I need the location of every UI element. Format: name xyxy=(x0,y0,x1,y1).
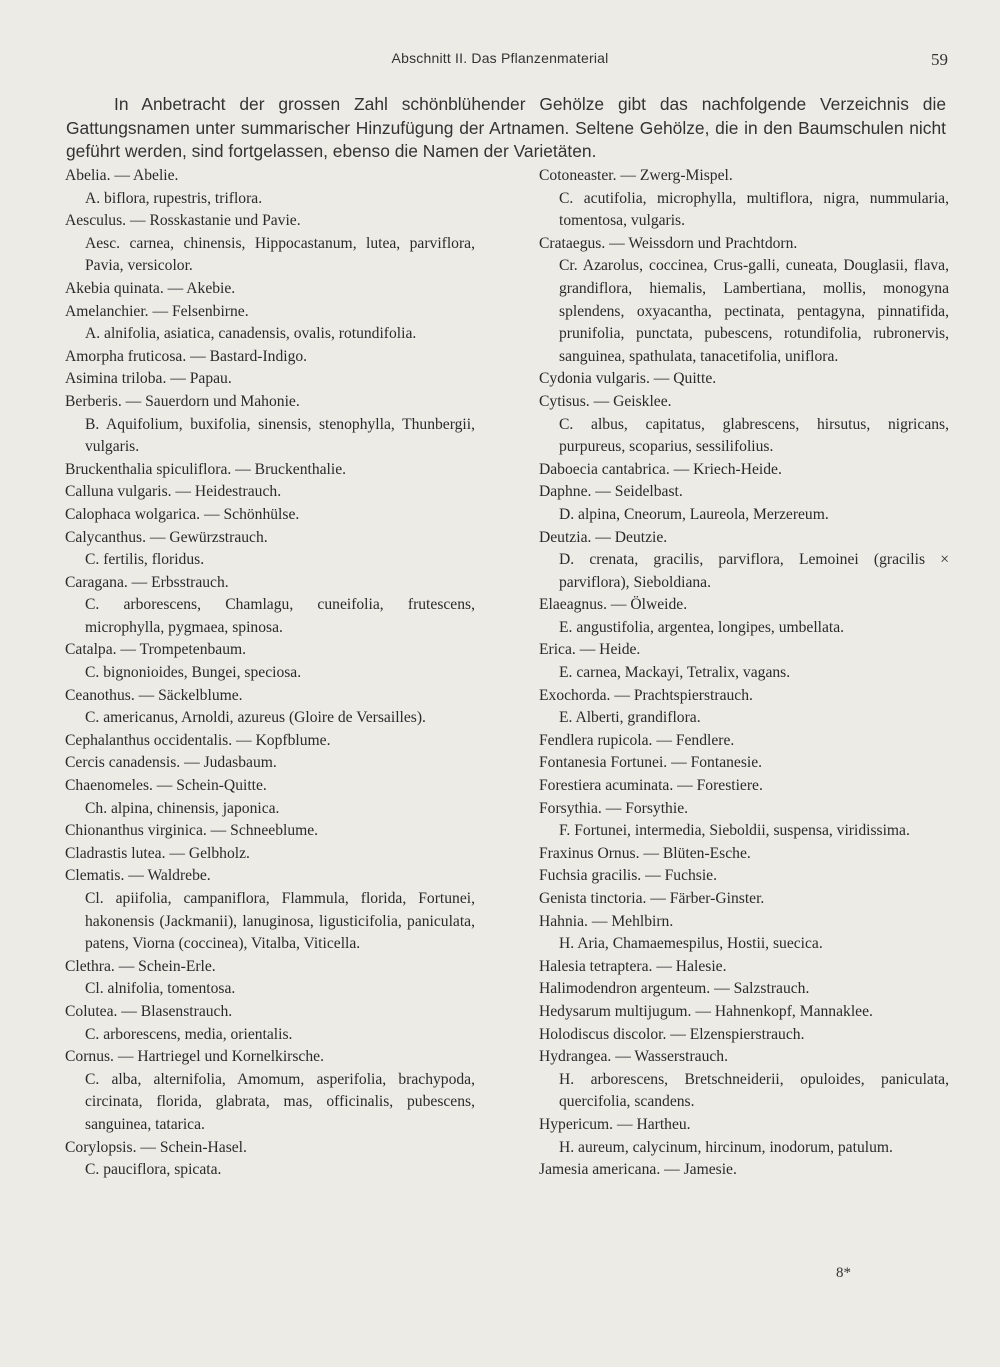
genus-name: Catalpa. — Trompetenbaum. xyxy=(65,641,247,659)
page-header xyxy=(0,50,1000,72)
species-list: Cl. alnifolia, tomentosa. xyxy=(85,980,236,998)
genus-entry xyxy=(65,1046,475,1136)
genus-name: Ceanothus. — Säckelblume. xyxy=(65,686,243,704)
genus-name: Holodiscus discolor. — Elzenspierstrauch. xyxy=(539,1025,805,1043)
genus-name: Halimodendron argenteum. — Salzstrauch. xyxy=(539,980,810,998)
genus-entry xyxy=(539,459,949,482)
genus-entry xyxy=(539,368,949,391)
species-list: C. bignonioides, Bungei, speciosa. xyxy=(85,664,302,682)
page-number: 59 xyxy=(931,50,948,69)
genus-entry xyxy=(539,956,949,979)
genus-name: Berberis. — Sauerdorn und Mahonie. xyxy=(65,392,300,410)
genus-entry xyxy=(65,820,475,843)
genus-name: Cladrastis lutea. — Gelbholz. xyxy=(65,844,250,862)
species-list: H. arborescens, Bretschneiderii, opuloides, paniculata, quercifolia, scandens. xyxy=(559,1070,949,1111)
species-list: H. Aria, Chamaemespilus, Hostii, suecica. xyxy=(559,935,823,953)
genus-name: Hahnia. — Mehlbirn. xyxy=(539,912,674,930)
genus-name: Deutzia. — Deutzie. xyxy=(539,528,668,546)
genus-entry xyxy=(539,888,949,911)
genus-name: Chionanthus virginica. — Schneeblume. xyxy=(65,822,319,840)
intro-paragraph: In Anbetracht der grossen Zahl schönblühender Gehölze gibt das nachfolgende Verzeichnis die Gattungsnamen unter summarischer Hinzufügung der Artnamen. Seltene Gehölze, die in den Baumschulen nicht geführt werden, sind fortgelassen, ebenso die Namen der Varietäten. xyxy=(66,94,946,161)
genus-entry xyxy=(65,210,475,278)
species-list: D. alpina, Cneorum, Laureola, Merzereum. xyxy=(559,505,829,523)
species-list: C. arborescens, media, orientalis. xyxy=(85,1025,293,1043)
genus-name: Calluna vulgaris. — Heidestrauch. xyxy=(65,483,282,501)
genus-name: Fuchsia gracilis. — Fuchsie. xyxy=(539,867,718,885)
genus-name: Clematis. — Waldrebe. xyxy=(65,867,211,885)
genus-name: Forsythia. — Forsythie. xyxy=(539,799,689,817)
species-list: Aesc. carnea, chinensis, Hippocastanum, lutea, parviflora, Pavia, versicolor. xyxy=(85,234,475,275)
genus-name: Hydrangea. — Wasserstrauch. xyxy=(539,1048,728,1066)
species-list: C. fertilis, floridus. xyxy=(85,551,205,569)
genus-entry xyxy=(65,527,475,572)
species-list: E. Alberti, grandiflora. xyxy=(559,709,701,727)
genus-entry xyxy=(65,730,475,753)
species-list: Cl. apiifolia, campaniflora, Flammula, florida, Fortunei, hakonensis (Jackmanii), lanuginosa, ligusticifolia, paniculata, patens, Viorna (coccinea), Vitalba, Viticella. xyxy=(85,890,475,953)
genus-name: Aesculus. — Rosskastanie und Pavie. xyxy=(65,212,301,230)
genus-entry xyxy=(539,527,949,595)
genus-entry xyxy=(65,278,475,301)
genus-entry xyxy=(539,481,949,526)
genus-name: Cornus. — Hartriegel und Kornelkirsche. xyxy=(65,1048,324,1066)
genus-entry xyxy=(65,504,475,527)
signature-mark: 8* xyxy=(836,1265,851,1281)
genus-name: Forestiera acuminata. — Forestiere. xyxy=(539,777,763,795)
genus-name: Fendlera rupicola. — Fendlere. xyxy=(539,731,735,749)
genus-name: Erica. — Heide. xyxy=(539,641,641,659)
genus-name: Akebia quinata. — Akebie. xyxy=(65,279,236,297)
genus-name: Caragana. — Erbsstrauch. xyxy=(65,573,229,591)
species-list: E. carnea, Mackayi, Tetralix, vagans. xyxy=(559,664,791,682)
genus-name: Cephalanthus occidentalis. — Kopfblume. xyxy=(65,731,331,749)
genus-entry xyxy=(539,685,949,730)
genus-name: Amorpha fruticosa. — Bastard-Indigo. xyxy=(65,347,308,365)
genus-name: Daphne. — Seidelbast. xyxy=(539,483,683,501)
genus-entry xyxy=(65,1137,475,1182)
species-list: C. americanus, Arnoldi, azureus (Gloire de Versailles). xyxy=(85,709,426,727)
genus-entry xyxy=(539,594,949,639)
genus-entry xyxy=(65,301,475,346)
species-list: Cr. Azarolus, coccinea, Crus-galli, cuneata, Douglasii, flava, grandiflora, hiemalis, Lambertiana, mollis, monogyna splendens, oxyacantha, pectinata, pentagyna, pinnatifida, prunifolia, punctata, pubescens, rotundifolia, rubronervis, sanguinea, spathulata, tanacetifolia, uniflora. xyxy=(559,257,949,365)
species-list: A. alnifolia, asiatica, canadensis, ovalis, rotundifolia. xyxy=(85,325,417,343)
genus-entry xyxy=(539,233,949,369)
genus-entry xyxy=(539,752,949,775)
genus-entry xyxy=(539,911,949,956)
genus-name: Hedysarum multijugum. — Hahnenkopf, Mannaklee. xyxy=(539,1002,873,1020)
genus-name: Corylopsis. — Schein-Hasel. xyxy=(65,1138,247,1156)
genus-name: Bruckenthalia spiculiflora. — Bruckenthalie. xyxy=(65,460,347,478)
species-list: C. acutifolia, microphylla, multiflora, nigra, nummularia, tomentosa, vulgaris. xyxy=(559,189,949,230)
genus-entry xyxy=(539,1046,949,1114)
genus-entry xyxy=(539,1001,949,1024)
genus-name: Asimina triloba. — Papau. xyxy=(65,370,232,388)
genus-name: Calycanthus. — Gewürzstrauch. xyxy=(65,528,268,546)
genus-name: Cotoneaster. — Zwerg-Mispel. xyxy=(539,167,733,184)
genus-name: Exochorda. — Prachtspierstrauch. xyxy=(539,686,753,704)
genus-entry xyxy=(65,843,475,866)
genus-name: Abelia. — Abelie. xyxy=(65,167,179,184)
species-list: F. Fortunei, intermedia, Sieboldii, suspensa, viridissima. xyxy=(559,822,910,840)
genus-name: Amelanchier. — Felsenbirne. xyxy=(65,302,249,320)
genus-name: Calophaca wolgarica. — Schönhülse. xyxy=(65,505,300,523)
genus-entry xyxy=(65,391,475,459)
species-list: C. arborescens, Chamlagu, cuneifolia, frutescens, microphylla, pygmaea, spinosa. xyxy=(85,596,475,636)
genus-name: Cydonia vulgaris. — Quitte. xyxy=(539,370,717,388)
genus-entry xyxy=(65,459,475,482)
genus-entry xyxy=(65,685,475,730)
genus-entry xyxy=(539,843,949,866)
genus-name: Halesia tetraptera. — Halesie. xyxy=(539,957,727,975)
genus-name: Daboecia cantabrica. — Kriech-Heide. xyxy=(539,460,782,478)
left-column xyxy=(65,165,475,1182)
genus-name: Cercis canadensis. — Judasbaum. xyxy=(65,754,277,772)
genus-entry xyxy=(539,775,949,798)
genus-entry xyxy=(539,165,949,233)
genus-name: Chaenomeles. — Schein-Quitte. xyxy=(65,777,267,795)
genus-entry xyxy=(539,798,949,843)
genus-name: Clethra. — Schein-Erle. xyxy=(65,957,216,975)
genus-entry xyxy=(65,956,475,1001)
genus-name: Genista tinctoria. — Färber-Ginster. xyxy=(539,890,765,907)
genus-name: Colutea. — Blasenstrauch. xyxy=(65,1002,233,1020)
species-list: C. alba, alternifolia, Amomum, asperifolia, brachypoda, circinata, florida, glabrata, mas, officinalis, pubescens, sanguinea, tatarica. xyxy=(85,1070,475,1133)
genus-entry xyxy=(65,752,475,775)
genus-name: Crataegus. — Weissdorn und Prachtdorn. xyxy=(539,234,798,252)
species-list: C. pauciflora, spicata. xyxy=(85,1161,222,1179)
running-head: Abschnitt II. Das Pflanzenmaterial xyxy=(391,50,609,66)
genus-entry xyxy=(539,1159,949,1182)
genus-name: Jamesia americana. — Jamesie. xyxy=(539,1161,737,1179)
genus-name: Cytisus. — Geisklee. xyxy=(539,392,672,410)
genus-name: Fontanesia Fortunei. — Fontanesie. xyxy=(539,754,763,772)
species-list: A. biflora, rupestris, triflora. xyxy=(85,189,263,207)
genus-entry xyxy=(65,346,475,369)
genus-entry xyxy=(65,639,475,684)
genus-entry xyxy=(539,1024,949,1047)
species-list: E. angustifolia, argentea, longipes, umbellata. xyxy=(559,618,845,636)
genus-entry xyxy=(65,165,475,210)
genus-entry xyxy=(539,639,949,684)
genus-entry xyxy=(539,865,949,888)
genus-entry xyxy=(539,978,949,1001)
genus-name: Fraxinus Ornus. — Blüten-Esche. xyxy=(539,844,751,862)
species-list: D. crenata, gracilis, parviflora, Lemoinei (gracilis × parviflora), Sieboldiana. xyxy=(559,551,949,591)
genus-entry xyxy=(65,481,475,504)
species-list: B. Aquifolium, buxifolia, sinensis, stenophylla, Thunbergii, vulgaris. xyxy=(85,415,475,456)
species-list: H. aureum, calycinum, hircinum, inodorum, patulum. xyxy=(559,1138,893,1156)
species-list: C. albus, capitatus, glabrescens, hirsutus, nigricans, purpureus, scoparius, sessilifolius. xyxy=(559,415,949,456)
right-column xyxy=(539,165,949,1182)
genus-entry xyxy=(65,572,475,640)
genus-entry xyxy=(539,1114,949,1159)
genus-name: Hypericum. — Hartheu. xyxy=(539,1115,691,1133)
genus-entry xyxy=(539,391,949,459)
genus-entry xyxy=(65,368,475,391)
genus-name: Elaeagnus. — Ölweide. xyxy=(539,596,688,614)
genus-entry xyxy=(65,865,475,955)
genus-entry xyxy=(65,1001,475,1046)
genus-entry xyxy=(539,730,949,753)
species-list: Ch. alpina, chinensis, japonica. xyxy=(85,799,280,817)
genus-entry xyxy=(65,775,475,820)
